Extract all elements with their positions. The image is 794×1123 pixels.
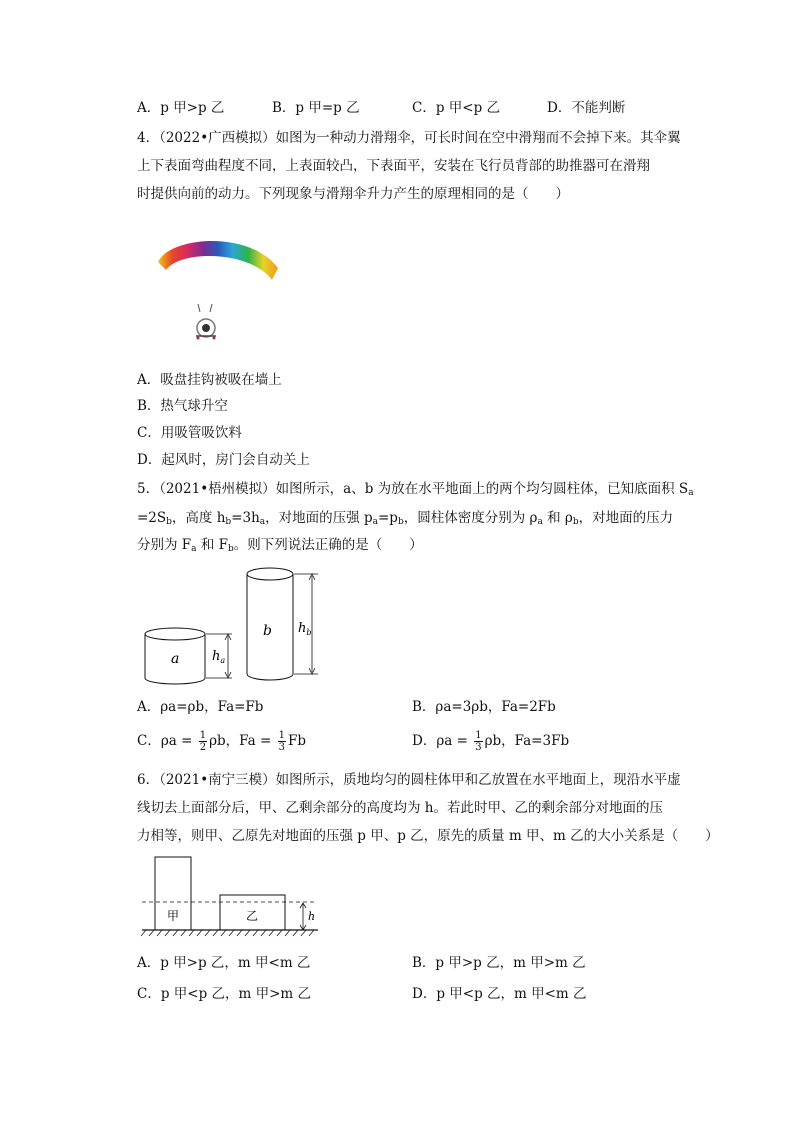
q4-option-c: C．用吸管吸饮料 bbox=[137, 425, 242, 441]
q4-option-a: A．吸盘挂钩被吸在墙上 bbox=[137, 372, 282, 388]
q4-stem-line2: 上下表面弯曲程度不同，上表面较凸，下表面平，安装在飞行员背部的助推器可在滑翔 bbox=[137, 158, 650, 174]
fraction-one-third: $\frac{1}{3}$ bbox=[475, 730, 482, 753]
q6-option-d: D．p 甲<p 乙，m 甲<m 乙 bbox=[412, 986, 587, 1002]
label-hb: $h_b$ bbox=[298, 621, 312, 637]
q6-stem-line3: 力相等，则甲、乙原先对地面的压强 p 甲、p 乙，原先的质量 m 甲、m 乙的大小关系是（ ） bbox=[137, 828, 719, 844]
q4-option-d: D．起风时，房门会自动关上 bbox=[137, 452, 310, 468]
q4-option-b: B．热气球升空 bbox=[137, 398, 228, 414]
label-a: a bbox=[171, 651, 180, 667]
q6-option-c: C．p 甲<p 乙，m 甲>m 乙 bbox=[137, 986, 312, 1002]
q6-option-b: B．p 甲>p 乙，m 甲>m 乙 bbox=[412, 955, 586, 971]
fraction-one-third: $\frac{1}{3}$ bbox=[278, 730, 285, 753]
q4-stem-line3: 时提供向前的动力。下列现象与滑翔伞升力产生的原理相同的是（ ） bbox=[137, 186, 569, 202]
paraglider-figure bbox=[150, 228, 290, 348]
fraction-one-half: $\frac{1}{2}$ bbox=[199, 730, 207, 753]
ground-hatch bbox=[141, 930, 314, 936]
q6-stem-line1: 6．（2021•南宁三模）如图所示，质地均匀的圆柱体甲和乙放置在水平地面上，现沿水平虚 bbox=[137, 772, 681, 788]
q5-option-d: D．ρa = $\frac{1}{3}$ ρb，Fa=3Fb bbox=[412, 730, 570, 753]
q3-option-b: B．p 甲=p 乙 bbox=[272, 100, 360, 116]
q5-option-a: A．ρa=ρb，Fa=Fb bbox=[137, 699, 264, 715]
pilot-shape bbox=[202, 324, 210, 332]
q6-stem-line2: 线切去上面部分后，甲、乙剩余部分的高度均为 h。若此时甲、乙的剩余部分对地面的压 bbox=[137, 800, 663, 816]
q4-stem-line1: 4．（2022•广西模拟）如图为一种动力滑翔伞，可长时间在空中滑翔而不会掉下来。其伞翼 bbox=[137, 130, 681, 146]
q3-option-d: D．不能判断 bbox=[547, 100, 626, 116]
q5-stem-line3: 分别为 $F_a$ 和 $F_b$。则下列说法正确的是（ ） bbox=[137, 537, 423, 554]
q5-stem-line1: 5．（2021•梧州模拟）如图所示，a、b 为放在水平地面上的两个均匀圆柱体，已知底面积 $S_a$ bbox=[137, 481, 694, 498]
label-h: h bbox=[308, 910, 316, 923]
q6-option-a: A．p 甲>p 乙，m 甲<m 乙 bbox=[137, 955, 311, 971]
label-ha: $h_a$ bbox=[212, 649, 226, 665]
q3-option-c: C．p 甲<p 乙 bbox=[412, 100, 501, 116]
blocks-figure bbox=[140, 852, 322, 942]
q5-option-c: C．ρa = $\frac{1}{2}$ ρb，Fa = $\frac{1}{3}$ Fb bbox=[137, 730, 306, 753]
label-b: b bbox=[263, 623, 272, 639]
cylinder-b bbox=[247, 568, 293, 680]
wing-shape bbox=[158, 241, 278, 280]
cylinders-figure bbox=[140, 562, 330, 688]
cylinder-a bbox=[145, 628, 205, 684]
q5-option-b: B．ρa=3ρb，Fa=2Fb bbox=[412, 699, 556, 715]
label-jia: 甲 bbox=[167, 909, 180, 923]
q5-stem-line2: $=2S_b$，高度 $h_b=3h_a$，对地面的压强 $p_a=p_b$，圆柱体密度分别为 $\rho_a$ 和 $\rho_b$，对地面的压力 bbox=[137, 510, 674, 527]
label-yi: 乙 bbox=[246, 909, 259, 923]
q3-option-a: A．p 甲>p 乙 bbox=[137, 100, 225, 116]
